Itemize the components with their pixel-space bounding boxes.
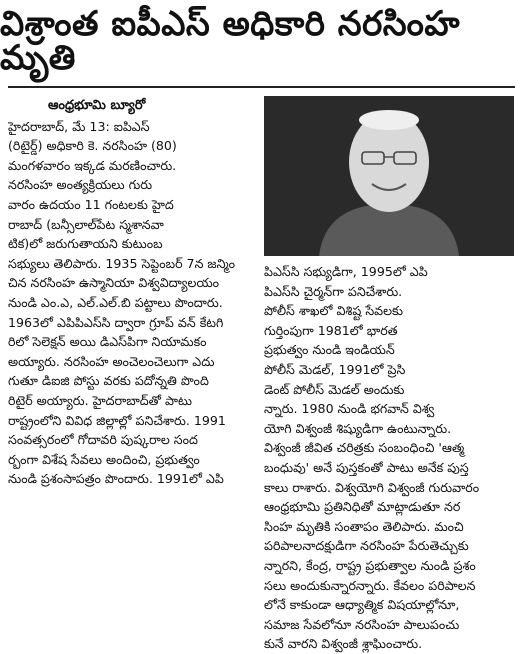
headline: విశ్రాంత ఐపీఎస్ అధికారి నరసింహ మృతి [0, 4, 461, 78]
article-line: పరిపాలనాదక్షుడిగా నరసింహ పేరుతెచ్చుకు [264, 538, 469, 554]
article-line: పిఎస్‌సి చైర్మన్‌గా పనిచేశారు. [264, 283, 403, 299]
article-line: హైదరాబాద్, మే 13: ఐపిఎస్ [8, 118, 150, 134]
article-line: అయ్యారు. నరసింహ అంచెలంచెలుగా ఎదు [8, 353, 215, 369]
article-line: 1963లో ఎపిపిఎస్‌సి ద్వారా గ్రూప్ వన్ కేటగి [8, 314, 224, 330]
article-line: (రిటైర్డ్) అధికారి కె. నరసింహ (80) [8, 138, 177, 154]
article-line: సభ్యులు తెలిపారు. 1935 సెప్టెంబర్ 7న జన్మిం [8, 255, 235, 271]
article-line: లోనే కాకుండా ఆధ్యాత్మిక విషయాల్లోనూ, [264, 597, 460, 613]
article-line: చిన నరసింహ ఉస్మానియా విశ్వవిద్యాలయం [8, 275, 220, 291]
article-line: ప్రభుత్వం నుండి ఇండియన్ [264, 342, 395, 358]
article-line: రిలో సెలెక్షన్ అయి డిఎస్‌పిగా నియామకం [8, 334, 207, 350]
article-line: కునే వారని విశ్వంజీ శ్లాఘించారు. [264, 636, 423, 652]
article-line: సంవత్సరంలో గోదావరి పుష్కరాల సంద [8, 432, 198, 448]
article-line: నుండి ఎం.ఎ, ఎల్.ఎల్.బి పట్టాలు పొందారు. [8, 294, 223, 310]
article-line: ఆంధ్రభూమి ప్రతినిధితో మాట్లాడుతూ నర [264, 499, 461, 515]
article-line: న్నారు. 1980 నుండి భగవాన్ విశ్వ [264, 401, 435, 417]
byline: ఆంధ్రభూమి బ్యూరో [48, 98, 146, 113]
article-line: నరసింహ అంత్యక్రియలు గురు [8, 177, 153, 193]
article-line: డెంట్ పోలీస్ మెడల్ అందుకు [264, 381, 405, 397]
article-line: వారం ఉదయం 11 గంటలకు హైద [8, 196, 174, 212]
article-line: రాష్ట్రంలోని వివిధ జిల్లాల్లో పనిచేశారు. 1991 [8, 412, 226, 428]
article-line: టిక)లో జరుగుతాయని కుటుంబ [8, 236, 163, 252]
article-line: పోలీస్ శాఖలో విశిష్ట సేవలకు [264, 303, 403, 319]
article-line: కాలు రాశారు. విశ్వయోగి విశ్వంజీ గురువారం [264, 479, 480, 495]
article-line: విశ్వంజీ జీవిత చరిత్రకు సంబంధించి 'ఆత్మ [264, 440, 465, 456]
article-line: గుతూ డిఐజి పోస్టు వరకు పదోన్నతి పొంది [8, 373, 209, 389]
article-line: పిఎస్‌సి సభ్యుడిగా, 1995లో ఎపి [264, 264, 428, 279]
article-line: రిటైర్ అయ్యారు. హైదరాబాద్‌తో పాటు [8, 392, 193, 408]
article-line: గుర్తింపుగా 1981లో భారత [264, 322, 398, 338]
article-line: ర్భంగా విశేష సేవలు అందించి, ప్రభుత్వం [8, 451, 200, 467]
article-line: రాబాద్ (బన్సీలాల్‌పేట స్మశానవా [8, 216, 164, 232]
article-line: మంగళవారం ఇక్కడ మరణించారు. [8, 157, 177, 173]
article-line: యోగి విశ్వంజీ శిష్యుడిగా ఉంటున్నారు. [264, 420, 452, 436]
left-column [8, 96, 258, 489]
article-line: నుండి ప్రశంసాపత్రం పొందారు. 1991లో ఎపి [8, 471, 224, 487]
article-line: సింహ మృతికి సంతాపం తెలిపారు. మంచి [264, 518, 464, 534]
headline-rule [8, 86, 515, 88]
article-line: సమాజ సేవలోనూ నరసింహ పాలుపంచు [264, 616, 460, 632]
portrait-illustration [264, 96, 514, 256]
article-line: న్నారని, కేంద్ర, రాష్ట్ర ప్రభుత్వాల నుండి ప్రశం [264, 557, 476, 573]
right-column [264, 262, 514, 654]
article-line: బంధువు' అనే పుస్తకంతో పాటు అనేక పుస్త [264, 459, 469, 475]
article-line: సలు అందుకున్నారన్నారు. కేవలం పరిపాలన [264, 577, 476, 593]
portrait-photo [264, 96, 514, 256]
article-line: పోలీస్ మెడల్, 1991లో ప్రెసి [264, 361, 406, 377]
